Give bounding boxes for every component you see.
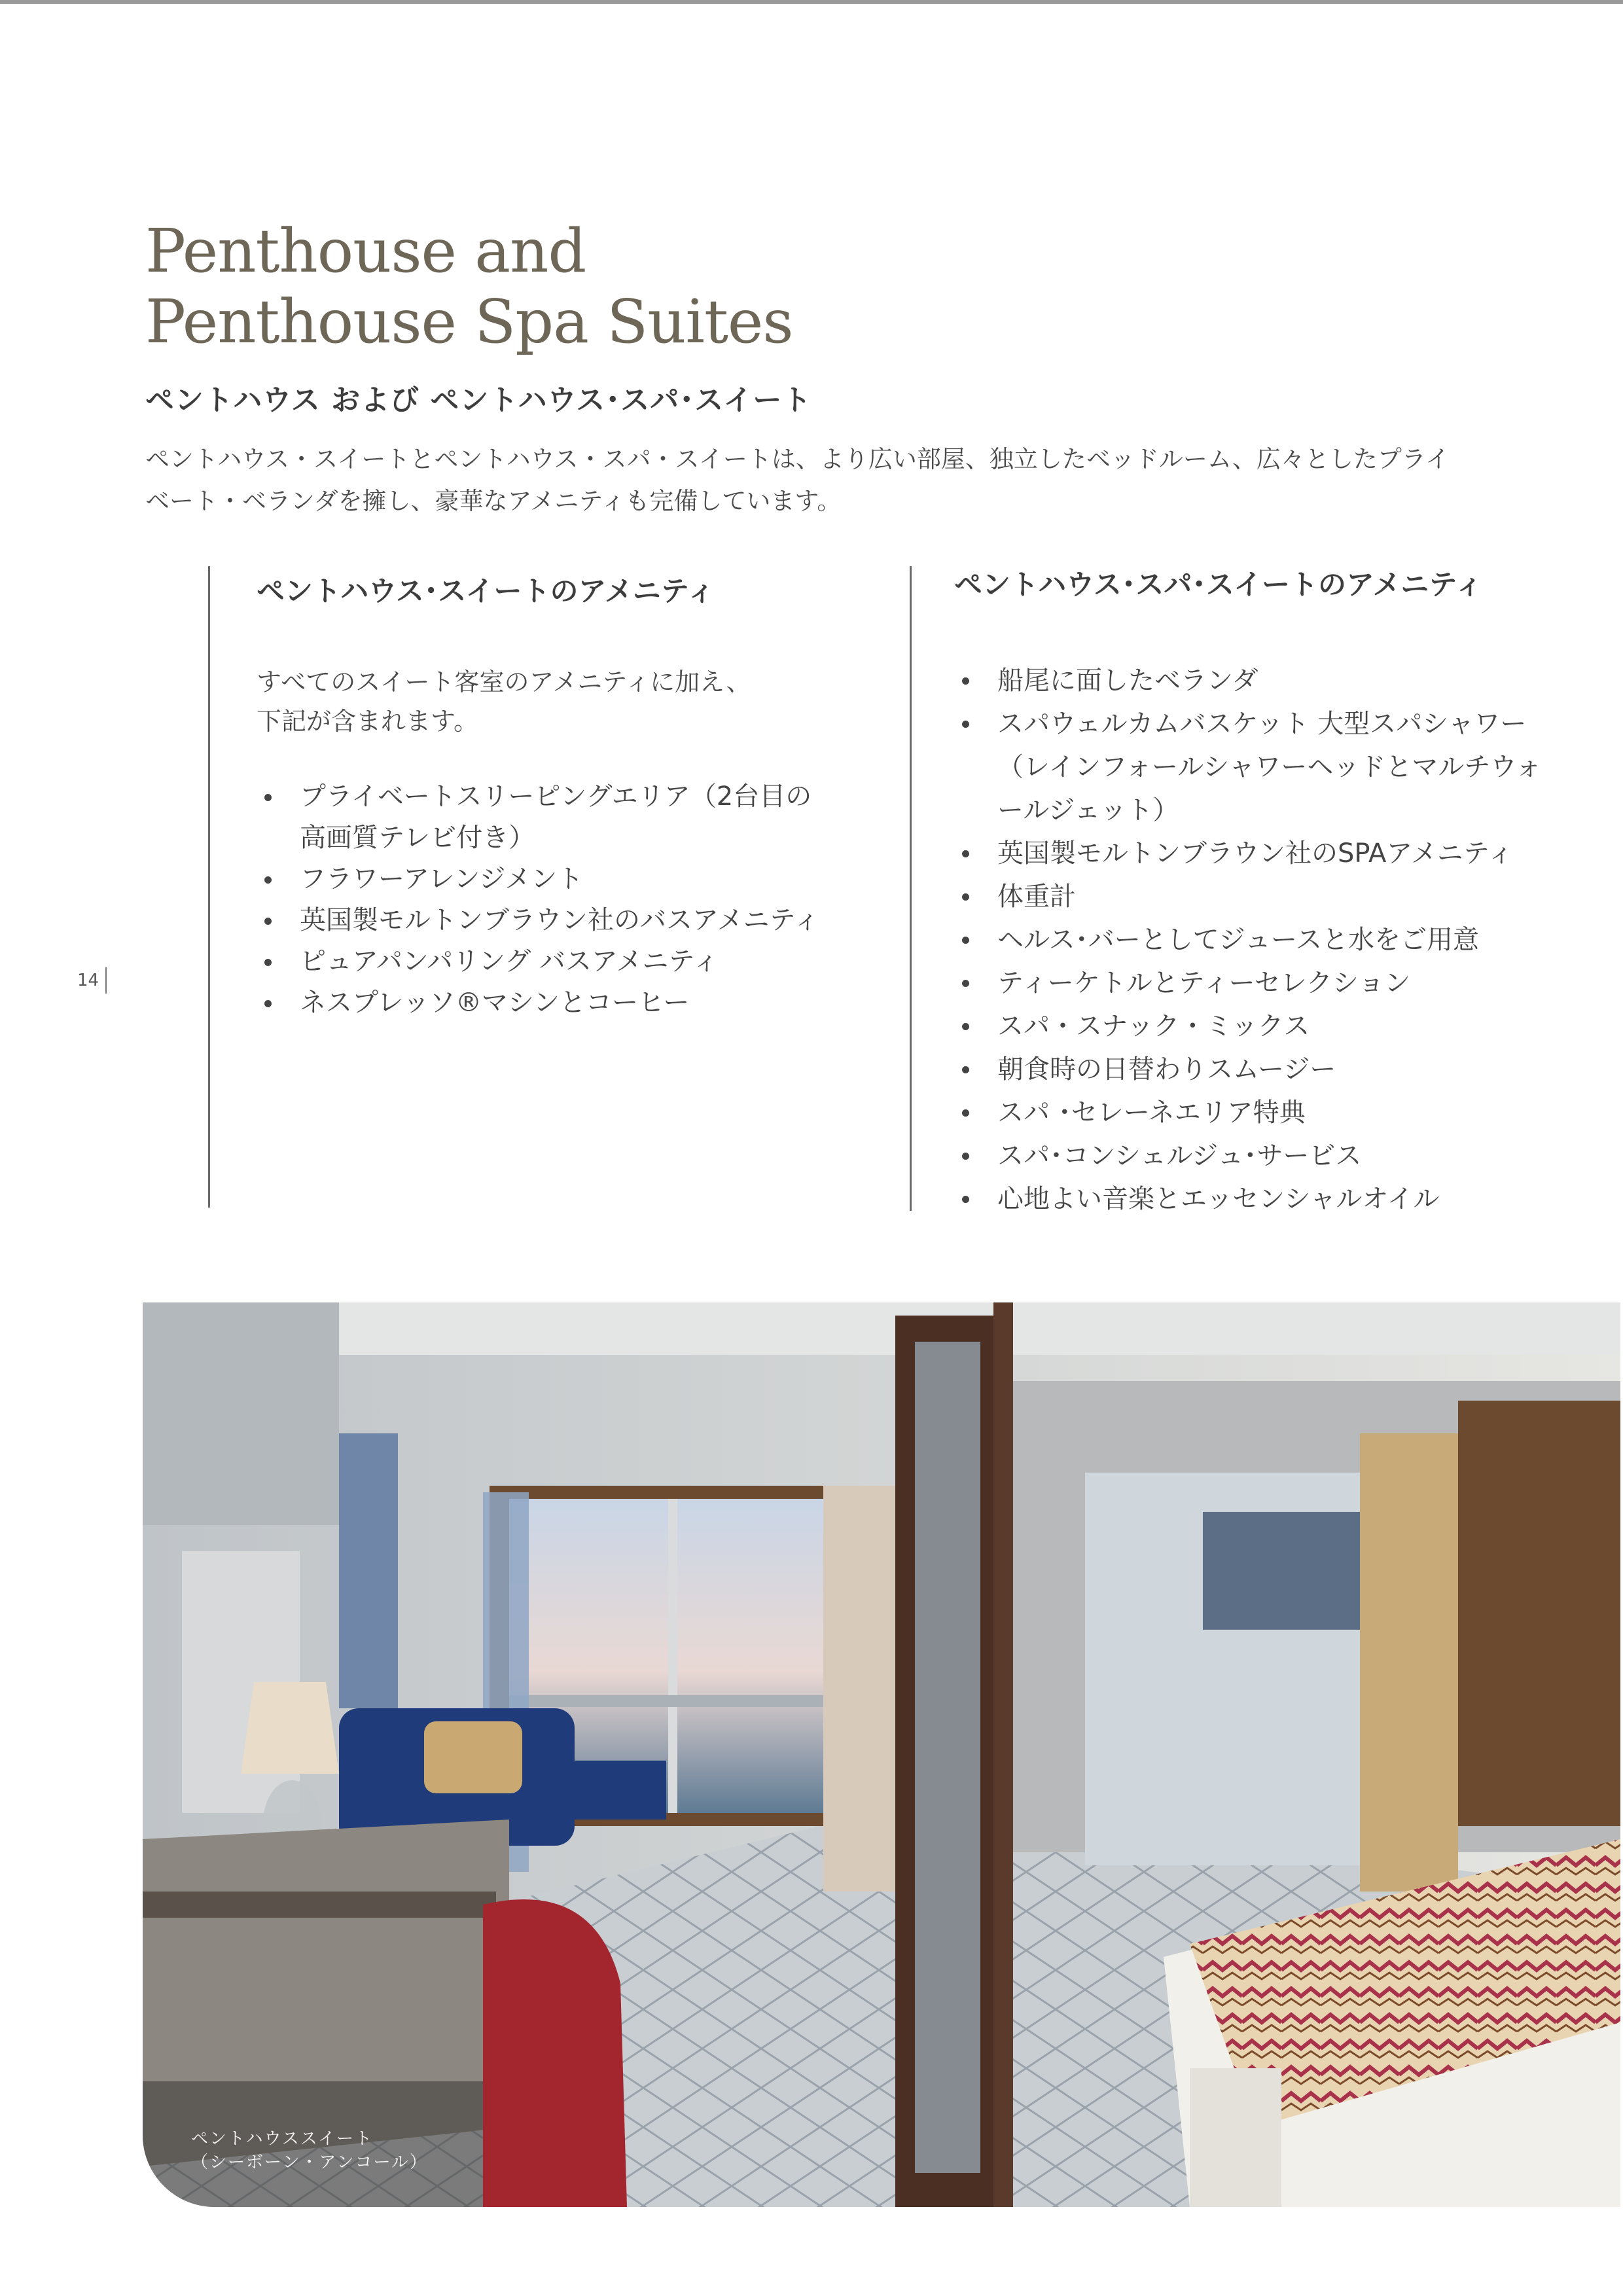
list-item: ティーケトルとティーセレクション xyxy=(954,962,1596,1004)
top-edge-line xyxy=(0,0,1623,4)
list-item: プライベートスリーピングエリア（2台目の xyxy=(257,776,846,817)
list-item-continuation: ールジェット） xyxy=(997,795,1179,825)
list-item: 英国製モルトンブラウン社のSPAアメニティ xyxy=(954,833,1596,874)
list-item: 朝食時の日替わりスムージー xyxy=(954,1049,1596,1090)
list-item: 船尾に面したベランダ xyxy=(954,660,1596,702)
list-item: ネスプレッソ®マシンとコーヒー xyxy=(257,982,846,1024)
penthouse-lead-line-2: 下記が含まれます。 xyxy=(257,707,478,736)
list-item: ヘルス･バーとしてジュースと水をご用意 xyxy=(954,919,1596,961)
spa-amenities-heading: ペントハウス･スパ･スイートのアメニティ xyxy=(954,569,1483,601)
left-column-rule xyxy=(208,566,210,1208)
list-item: ピュアパンパリング バスアメニティ xyxy=(257,941,846,982)
penthouse-amenities-lead xyxy=(257,662,751,741)
intro-line-1: ペントハウス・スイートとペントハウス・スパ・スイートは、より広い部屋、独立したベッドルーム、広々としたプライ xyxy=(145,445,1450,473)
penthouse-amenities-list xyxy=(257,776,846,1024)
caption-line-1: ペントハウススイート xyxy=(191,2129,374,2149)
list-item: スパ･コンシェルジュ･サービス xyxy=(954,1135,1596,1177)
title-line-1: Penthouse and xyxy=(145,216,586,286)
list-item: スパ ･セレーネエリア特典 xyxy=(954,1092,1596,1134)
intro-line-2: ベート・ベランダを擁し、豪華なアメニティも完備しています。 xyxy=(145,487,842,515)
caption-line-2: （シーボーン・アンコール） xyxy=(191,2153,428,2172)
list-item: スパ・スナック・ミックス xyxy=(954,1005,1596,1047)
photo-caption xyxy=(191,2127,428,2174)
page-title xyxy=(145,216,793,357)
japanese-subtitle: ペントハウス および ペントハウス･スパ･スイート xyxy=(145,384,812,417)
list-item: フラワーアレンジメント xyxy=(257,859,846,900)
intro-paragraph xyxy=(145,439,1552,522)
list-item-continuation: （レインフォールシャワーヘッドとマルチウォ xyxy=(997,752,1542,782)
suite-photo xyxy=(143,1302,1620,2207)
title-line-2: Penthouse Spa Suites xyxy=(145,287,793,357)
list-item: 英国製モルトンブラウン社のバスアメニティ xyxy=(257,900,846,941)
list-item: 体重計 xyxy=(954,876,1596,918)
penthouse-amenities-heading: ペントハウス･スイートのアメニティ xyxy=(257,575,715,608)
penthouse-lead-line-1: すべてのスイート客室のアメニティに加え、 xyxy=(257,668,751,696)
right-column-rule xyxy=(910,566,912,1211)
list-item: スパウェルカムバスケット 大型スパシャワー xyxy=(954,703,1596,745)
list-item-continuation: 高画質テレビ付き） xyxy=(300,823,535,853)
page-number: 14 xyxy=(77,967,107,994)
spa-amenities-list xyxy=(954,660,1596,1221)
list-item: 心地よい音楽とエッセンシャルオイル xyxy=(954,1178,1596,1220)
